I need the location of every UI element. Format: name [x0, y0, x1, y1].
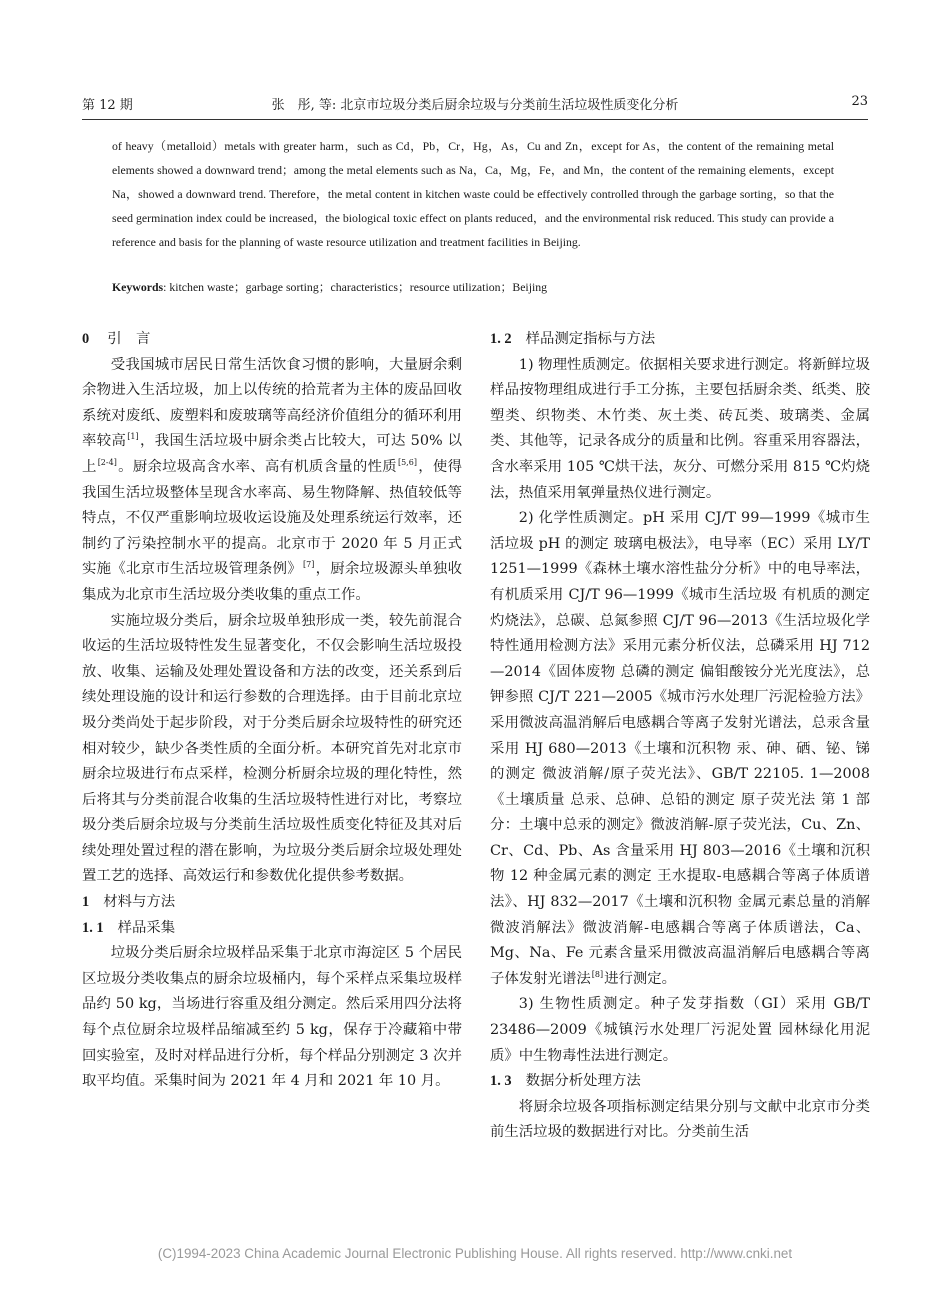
- text-run: 。厨余垃圾高含水率、高有机质含量的性质: [117, 458, 397, 475]
- section-title: 数据分析处理方法: [525, 1073, 641, 1090]
- english-abstract: of heavy（metalloid）metals with greater harm，such as Cd，Pb，Cr，Hg，As，Cu and Zn，except for As，the content of the remaining metal elements showed a downward trend；among the metal elements such as Na，Ca，Mg，Fe，and Mn，the content of the remaining elements，except Na，showed a downward trend. Therefore，the metal content in kitchen waste could be effectively controlled through the garbage sorting，so that the seed germination index could be increased，the biological toxic effect on plants reduced，and the environmental risk reduced. This study can provide a reference and basis for the planning of waste resource utilization and treatment facilities in Beijing.: [112, 139, 834, 250]
- section-number: 1. 1: [82, 919, 104, 936]
- section-title: 引 言: [107, 331, 151, 347]
- issue-number: 第 12 期: [82, 98, 133, 113]
- running-header: [82, 94, 868, 118]
- data-analysis-paragraph: 将厨余垃圾各项指标测定结果分别与文献中北京市分类前生活垃圾的数据进行对比。分类前生活: [490, 1098, 870, 1141]
- copyright-footer: (C)1994-2023 China Academic Journal Electronic Publishing House. All rights reserved. http://www.cnki.net: [157, 1246, 793, 1261]
- section-number: 1. 2: [490, 331, 512, 347]
- biological-properties-paragraph: 3) 生物性质测定。种子发芽指数（GI）采用 GB/T 23486—2009《城镇污水处理厂污泥处置 园林绿化用泥质》中生物毒性法进行测定。: [490, 996, 870, 1064]
- page-number: 23: [851, 94, 868, 109]
- text-run: ，厨余垃圾源头单独收集成为北京市生活垃圾分类收集的重点工作。: [82, 561, 462, 603]
- section-title: 样品测定指标与方法: [525, 331, 656, 347]
- left-column: [82, 327, 462, 1095]
- text-run: 受我国城市居民日常生活饮食习惯的影响，大量厨余剩余物进入生活垃圾，加上以传统的拾荒者为主体的废品回收系统对废纸、废塑料和废玻璃等高经济价值组分的循环利用率较高: [82, 356, 462, 450]
- citation-ref: [1]: [127, 432, 139, 442]
- section-title: 样品采集: [117, 919, 176, 936]
- citation-ref: [5,6]: [397, 457, 417, 467]
- section-heading-introduction: [82, 327, 462, 353]
- citation-ref: [8]: [591, 969, 604, 979]
- subsection-heading-measurement: [490, 327, 870, 353]
- chemical-properties-paragraph: [490, 506, 870, 992]
- citation-ref: [7]: [302, 560, 315, 570]
- citation-ref: [2-4]: [97, 457, 117, 467]
- section-number: 1. 3: [490, 1073, 512, 1090]
- section-heading-materials-methods: [82, 890, 462, 916]
- sampling-paragraph: 垃圾分类后厨余垃圾样品采集于北京市海淀区 5 个居民区垃圾分类收集点的厨余垃圾桶内，每个采样点采集垃圾样品约 50 kg，当场进行容重及组分测定。然后采用四分法将每个点位厨余垃圾样品缩减至约 5 kg，保存于冷藏箱中带回实验室，及时对样品进行分析，每个样品分别测定 3 次并取平均值。采集时间为 2021 年 4 月和 2021 年 10 月。: [82, 945, 462, 1090]
- right-column: [490, 327, 870, 1146]
- text-run: 进行测定。: [604, 970, 677, 987]
- intro-paragraph-1: [82, 353, 462, 609]
- section-title: 材料与方法: [103, 894, 176, 911]
- section-number: 0: [82, 331, 90, 347]
- subsection-heading-data-analysis: [490, 1069, 870, 1095]
- running-title: 张 彤, 等: 北京市垃圾分类后厨余垃圾与分类前生活垃圾性质变化分析: [271, 98, 679, 113]
- text-run: 2) 化学性质测定。pH 采用 CJ/T 99—1999《城市生活垃圾 pH 的测定 玻璃电极法》，电导率（EC）采用 LY/T 1251—1999《森林土壤水溶性盐分分析》中的电导率法，有机质采用 CJ/T 96—1999《城市生活垃圾 有机质的测定 灼烧法》，总碳、总氮参照 CJ/T 96—2013《生活垃圾化学特性通用检测方法》采用元素分析仪法，总磷采用 HJ 712—2014《固体废物 总磷的测定 偏钼酸铵分光光度法》，总钾参照 CJ/T 221—2005《城市污水处理厂污泥检验方法》采用微波高温消解后电感耦合等离子发射光谱法，总汞含量采用 HJ 680—2013《土壤和沉积物 汞、砷、硒、铋、锑的测定 微波消解/原子荧光法》、GB/T 22105. 1—2008《土壤质量 总汞、总砷、总铅的测定 原子荧光法 第 1 部分：土壤中总汞的测定》微波消解-原子荧光法，Cu、Zn、Cr、Cd、Pb、As 含量采用 HJ 803—2016《土壤和沉积物 12 种金属元素的测定 王水提取-电感耦合等离子体质谱法》、HJ 832—2017《土壤和沉积物 金属元素总量的消解 微波消解法》微波消解-电感耦合等离子体质谱法，Ca、Mg、Na、Fe 元素含量采用微波高温消解后电感耦合等离子体发射光谱法: [490, 510, 870, 987]
- physical-properties-paragraph: 1) 物理性质测定。依据相关要求进行测定。将新鲜垃圾样品按物理组成进行手工分拣，主要包括厨余类、纸类、胶塑类、织物类、木竹类、灰土类、砖瓦类、玻璃类、金属类、其他等，记录各成分的质量和比例。容重采用容器法，含水率采用 105 ℃烘干法，灰分、可燃分采用 815 ℃灼烧法，热值采用氧弹量热仪进行测定。: [490, 356, 870, 501]
- subsection-heading-sampling: [82, 916, 462, 942]
- keywords-label: Keywords: [112, 280, 164, 294]
- text-run: ，我国生活垃圾中厨余类占比较大，可达 50% 以上: [82, 433, 462, 475]
- text-run: ，使得我国生活垃圾整体呈现含水率高、易生物降解、热值较低等特点，不仅严重影响垃圾收运设施及处理系统运行效率，还制约了污染控制水平的提高。北京市于 2020 年 5 月正式实施《北京市生活垃圾管理条例》: [82, 458, 462, 578]
- keywords-text: : kitchen waste；garbage sorting；characteristics；resource utilization；Beijing: [163, 280, 548, 294]
- intro-paragraph-2: 实施垃圾分类后，厨余垃圾单独形成一类，较先前混合收运的生活垃圾特性发生显著变化，不仅会影响生活垃圾投放、收集、运输及处理处置设备和方法的改变，还关系到后续处理设施的设计和运行参数的合理选择。由于目前北京垃圾分类尚处于起步阶段，对于分类后厨余垃圾特性的研究还相对较少，缺少各类性质的全面分析。本研究首先对北京市厨余垃圾进行布点采样，检测分析厨余垃圾的理化特性，然后将其与分类前混合收集的生活垃圾特性进行对比，考察垃圾分类后厨余垃圾与分类前生活垃圾性质变化特征及其对后续处理处置过程的潜在影响，为垃圾分类后厨余垃圾处理处置工艺的选择、高效运行和参数优化提供参考数据。: [82, 612, 462, 885]
- keywords-line: [112, 276, 834, 298]
- section-number: 1: [82, 894, 90, 911]
- header-divider: [82, 119, 868, 120]
